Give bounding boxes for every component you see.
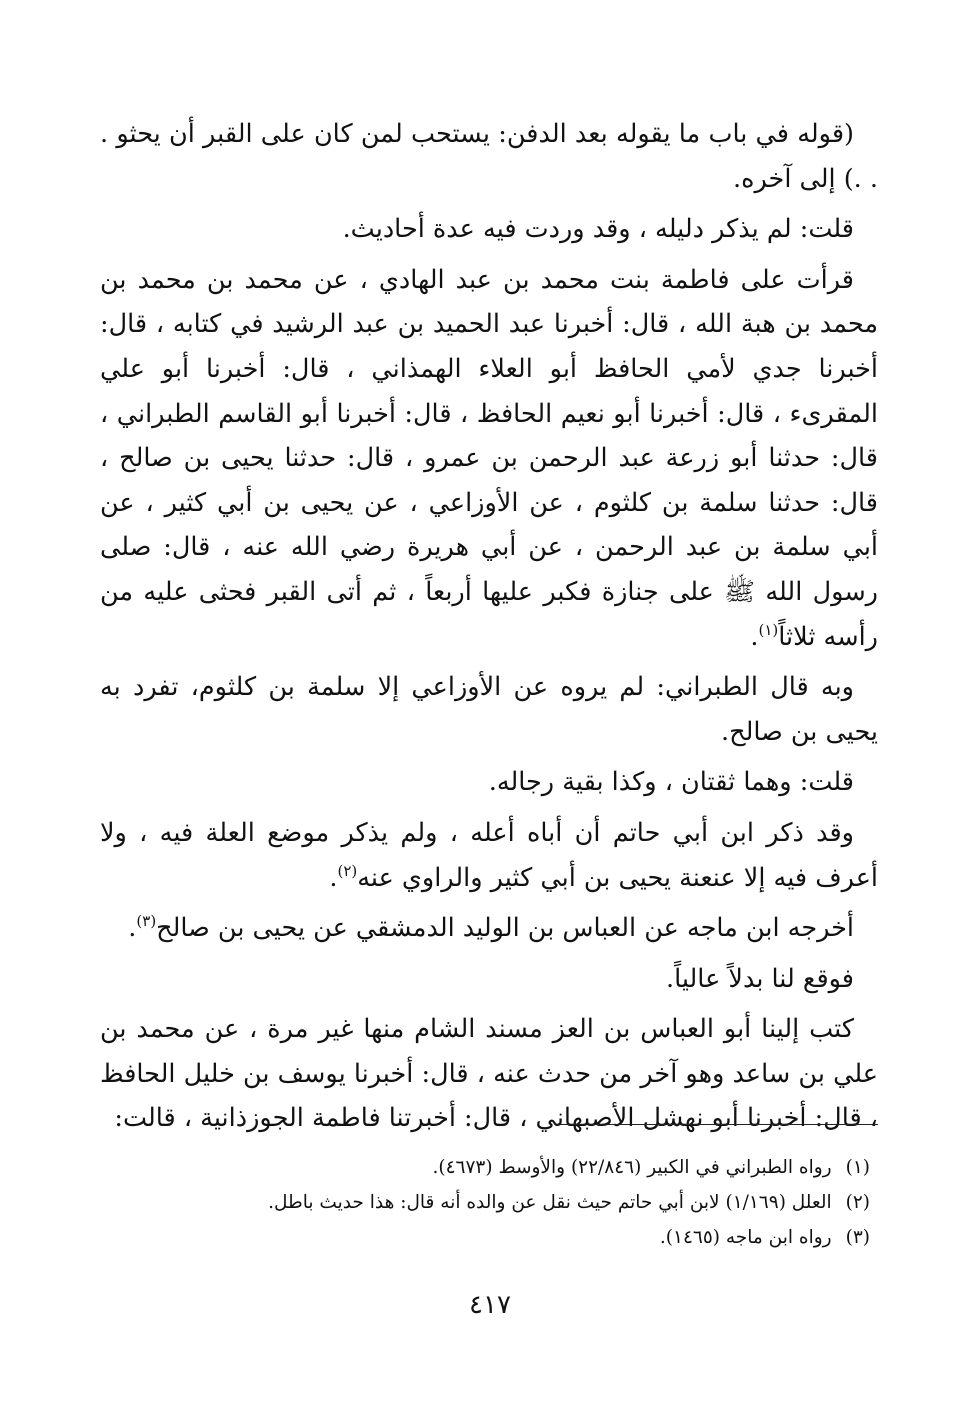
footnote-3 [100, 1220, 878, 1255]
footnote-marker-1[interactable]: (١) [758, 620, 779, 639]
paragraph-quote: (قوله في باب ما يقوله بعد الدفن: يستحب لمن كان على القبر أن يحثو . . .) إلى آخره. [100, 119, 878, 194]
footnote-marker-3[interactable]: (٣) [136, 912, 157, 931]
footnote-number: (٢) [845, 1192, 870, 1213]
paragraph-trustworthy: قلت: وهما ثقتان ، وكذا بقية رجاله. [488, 767, 854, 798]
footnote-marker-2[interactable]: (٢) [337, 861, 358, 880]
footnote-number: (١) [845, 1157, 870, 1178]
paragraph-tabarani: وبه قال الطبراني: لم يروه عن الأوزاعي إلا سلمة بن كلثوم، تفرد به يحيى بن صالح. [100, 672, 878, 747]
footnote-2 [100, 1185, 878, 1220]
footnote-text: العلل (١/١٦٩) لابن أبي حاتم حيث نقل عن والده أنه قال: هذا حديث باطل. [268, 1192, 832, 1213]
paragraph-kataba: كتب إلينا أبو العباس بن العز مسند الشام منها غير مرة ، عن محمد بن علي بن ساعد وهو آخر من حدث عنه ، قال: أخبرنا يوسف بن خليل الحافظ ، قال: أخبرنا أبو نهشل الأصبهاني ، قال: أخبرتنا فاطمة الجوزذانية ، قالت: [100, 1014, 878, 1134]
paragraph-badal: فوقع لنا بدلاً عالياً. [665, 963, 854, 994]
footnote-1 [100, 1150, 878, 1185]
footnote-number: (٣) [845, 1227, 870, 1248]
page-number: ٤١٧ [469, 1290, 511, 1320]
footnotes [100, 1150, 878, 1255]
paragraph-isnad: قرأت على فاطمة بنت محمد بن عبد الهادي ، عن محمد بن محمد بن محمد بن هبة الله ، قال: أخبرنا عبد الحميد بن عبد الرشيد في كتابه ، قال: أخبرنا جدي لأمي الحافظ أبو العلاء الهمذاني ، قال: أخبرنا أبو علي المقرىء ، قال: أخبرنا أبو نعيم الحافظ ، قال: أخبرنا أبو القاسم الطبراني ، قال: حدثنا أبو زرعة عبد الرحمن بن عمرو ، قال: حدثنا يحيى بن صالح ، قال: حدثنا سلمة بن كلثوم ، عن الأوزاعي ، عن يحيى بن أبي كثير ، عن أبي سلمة بن عبد الرحمن ، عن أبي هريرة رضي الله عنه ، قال: صلى رسول الله ﷺ على جنازة فكبر عليها أربعاً ، ثم أتى القبر فحثى عليه من رأسه ثلاثاً$^{(١)}$. [100, 264, 878, 652]
footnote-text: رواه ابن ماجه (١٤٦٥). [659, 1227, 832, 1248]
paragraph-illa: وقد ذكر ابن أبي حاتم أن أباه أعله ، ولم يذكر موضع العلة فيه ، ولا أعرف فيه إلا عنعنة يحيى بن أبي كثير والراوي عنه$^{(٢)}$. [100, 817, 878, 893]
paragraph-ibn-majah: أخرجه ابن ماجه عن العباس بن الوليد الدمشقي عن يحيى بن صالح$^{(٣)}$. [128, 912, 854, 944]
main-text [100, 112, 878, 1147]
paragraph-comment: قلت: لم يذكر دليله ، وقد وردت فيه عدة أحاديث. [342, 214, 854, 245]
footnote-text: رواه الطبراني في الكبير (٢٢/٨٤٦) والأوسط (٤٦٧٣). [432, 1157, 832, 1178]
footnote-divider [556, 1124, 878, 1125]
